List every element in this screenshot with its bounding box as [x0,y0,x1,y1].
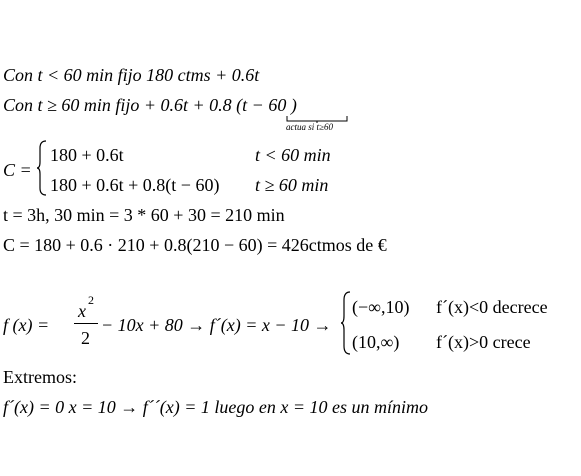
derivative-brace-mark [340,291,352,355]
fraction-bar [74,323,98,324]
fraction-exponent: 2 [88,293,94,307]
interval-decreasing: (−∞,10) [352,297,410,317]
interval-increasing-text: f´(x)>0 crece [436,332,531,352]
fraction-denominator: 2 [81,328,90,348]
function-lhs: f (x) = [3,315,50,335]
case2-condition: t ≥ 60 min [255,175,329,195]
cost-line: C = 180 + 0.6 · 210 + 0.8(210 − 60) = 426ctmos de € [3,235,387,255]
left-brace-mark [36,140,48,196]
line-con-t-less-60: Con t < 60 min fijo 180 ctms + 0.6t [3,65,260,85]
line-con-t-geq-60: Con t ≥ 60 min fijo + 0.6t + 0.8 (t − 60 ) [3,95,297,115]
interval-increasing: (10,∞) [352,332,400,352]
case1-expression: 180 + 0.6t [50,145,124,165]
cost-lhs: C = [3,160,32,180]
extremos-label: Extremos: [3,367,77,387]
interval-decreasing-text: f´(x)<0 decrece [436,297,548,317]
case2-expression: 180 + 0.6t + 0.8(t − 60) [50,175,220,195]
underbrace-note: actua si t≥60 [286,122,333,132]
case1-condition: t < 60 min [255,145,331,165]
extremos-line: f´(x) = 0 x = 10 → f´´(x) = 1 luego en x = 10 es un mínimo [3,397,428,417]
time-line: t = 3h, 30 min = 3 * 60 + 30 = 210 min [3,205,285,225]
fraction-numerator: x [78,301,86,321]
function-rest: − 10x + 80 → f´(x) = x − 10 → [101,315,332,335]
